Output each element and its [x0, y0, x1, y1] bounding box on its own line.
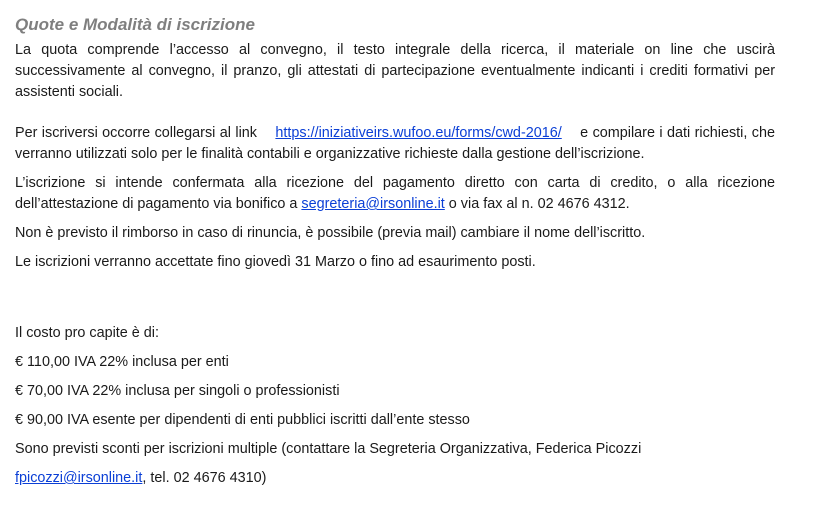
registration-text-before: Per iscriversi occorre collegarsi al link [15, 125, 262, 141]
cost-intro: Il costo pro capite è di: [15, 325, 159, 341]
paragraph-deadline: Le iscrizioni verranno accettate fino giovedì 31 Marzo o fino ad esaurimento posti. [15, 254, 536, 270]
paragraph-refund: Non è previsto il rimborso in caso di rinuncia, è possibile (previa mail) cambiare il nome dell’iscritto. [15, 225, 646, 241]
contact-phone-text: , tel. 02 4676 4310) [142, 470, 267, 486]
discount-note: Sono previsti sconti per iscrizioni multiple (contattare la Segreteria Organizzativa, Federica Picozzi [15, 441, 642, 457]
confirmation-text-before: L’iscrizione si intende confermata alla ricezione del pagamento diretto con carta di credito, o alla ricezione dell’attestazione di pagamento via bonifico a [15, 175, 775, 212]
segreteria-email-link[interactable]: segreteria@irsonline.it [301, 196, 445, 212]
section-title: Quote e Modalità di iscrizione [15, 15, 255, 34]
paragraph-confirmation [15, 173, 775, 215]
cost-item-dipendenti: € 90,00 IVA esente per dipendenti di enti pubblici iscritti dall’ente stesso [15, 412, 470, 428]
document [15, 0, 775, 489]
cost-item-enti: € 110,00 IVA 22% inclusa per enti [15, 354, 229, 370]
cost-item-singoli: € 70,00 IVA 22% inclusa per singoli o professionisti [15, 383, 340, 399]
registration-link[interactable]: https://iniziativeirs.wufoo.eu/forms/cwd-2016/ [275, 125, 562, 141]
paragraph-fee-includes: La quota comprende l’accesso al convegno, il testo integrale della ricerca, il materiale on line che uscirà successivamente al convegno, il pranzo, gli attestati di partecipazione eventualmente indicanti i crediti formativi per assistenti sociali. [15, 42, 775, 100]
registration-text-after: e compilare i dati richiesti, che verranno utilizzati solo per le finalità contabili e organizzative richieste dalla gestione dell’iscrizione. [15, 125, 775, 162]
paragraph-registration [15, 123, 775, 165]
contact-line [15, 468, 775, 489]
contact-email-link[interactable]: fpicozzi@irsonline.it [15, 470, 143, 486]
confirmation-text-after: o via fax al n. 02 4676 4312. [444, 196, 630, 212]
